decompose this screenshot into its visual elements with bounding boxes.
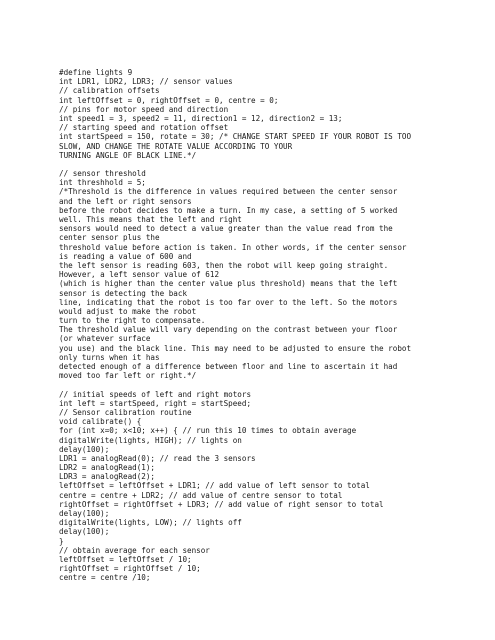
code-line: the left sensor is reading 603, then the robot will keep going straight. <box>59 260 389 270</box>
code-line: leftOffset = leftOffset + LDR1; // add value of left sensor to total <box>59 481 370 491</box>
code-line: threshold value before action is taken. In other words, if the center sensor <box>59 242 407 252</box>
code-line: you use) and the black line. This may need to be adjusted to ensure the robot <box>59 343 412 353</box>
code-line: /*Threshold is the difference in values required between the center sensor <box>59 187 398 197</box>
code-line: is reading a value of 600 and <box>59 251 192 261</box>
code-line: int speed1 = 3, speed2 = 11, direction1 = 12, direction2 = 13; <box>59 113 343 123</box>
code-line: int threshhold = 5; <box>59 178 146 188</box>
code-line: digitalWrite(lights, HIGH); // lights on <box>59 435 242 445</box>
code-line: rightOffset = rightOffset / 10; <box>59 564 201 574</box>
code-line: LDR3 = analogRead(2); <box>59 472 156 482</box>
code-line: // sensor threshold <box>59 169 146 179</box>
code-line: digitalWrite(lights, LOW); // lights off <box>59 518 242 528</box>
code-line: line, indicating that the robot is too far over to the left. So the motors <box>59 297 398 307</box>
code-line: int leftOffset = 0, rightOffset = 0, centre = 0; <box>59 95 279 105</box>
code-line: centre = centre + LDR2; // add value of centre sensor to total <box>59 490 343 500</box>
code-line: // initial speeds of left and right motors <box>59 389 252 399</box>
code-line: LDR2 = analogRead(1); <box>59 463 156 473</box>
code-line: // obtain average for each sensor <box>59 545 210 555</box>
code-line: // pins for motor speed and direction <box>59 104 229 114</box>
code-line: int LDR1, LDR2, LDR3; // sensor values <box>59 77 233 87</box>
code-line: sensor is detecting the back <box>59 288 188 298</box>
code-line: centre = centre /10; <box>59 573 151 583</box>
code-line: LDR1 = analogRead(0); // read the 3 sensors <box>59 453 256 463</box>
code-line: } <box>59 536 64 546</box>
code-line: int startSpeed = 150, rotate = 30; /* CHANGE START SPEED IF YOUR ROBOT IS TOO <box>59 132 412 142</box>
code-line: moved too far left or right.*/ <box>59 371 197 381</box>
code-line: delay(100); <box>59 527 110 537</box>
code-line: leftOffset = leftOffset / 10; <box>59 554 192 564</box>
code-line: delay(100); <box>59 509 110 518</box>
code-line: However, a left sensor value of 612 <box>59 270 220 280</box>
code-line: (or whatever surface <box>59 334 151 344</box>
code-line: void calibrate() { <box>59 417 142 427</box>
code-line: sensors would need to detect a value greater than the value read from the <box>59 224 393 234</box>
code-line: The threshold value will vary depending on the contrast between your floor <box>59 325 398 335</box>
code-line: for (int x=0; x<10; x++) { // run this 10 times to obtain average <box>59 426 357 436</box>
code-line: // calibration offsets <box>59 86 160 96</box>
code-line: turn to the right to compensate. <box>59 316 206 326</box>
code-line: TURNING ANGLE OF BLACK LINE.*/ <box>59 150 197 160</box>
code-line: only turns when it has <box>59 352 160 362</box>
code-line: rightOffset = rightOffset + LDR3; // add value of right sensor to total <box>59 499 384 509</box>
code-line: // starting speed and rotation offset <box>59 123 229 133</box>
code-line: int left = startSpeed, right = startSpeed; <box>59 398 252 408</box>
code-line: (which is higher than the center value plus threshold) means that the left <box>59 279 398 289</box>
code-line: SLOW, AND CHANGE THE ROTATE VALUE ACCORDING TO YOUR <box>59 141 293 151</box>
code-line: #define lights 9 <box>59 68 133 77</box>
code-line: well. This means that the left and right <box>59 215 242 224</box>
code-line: // Sensor calibration routine <box>59 407 192 417</box>
code-line: before the robot decides to make a turn. In my case, a setting of 5 worked <box>59 205 398 215</box>
block-gap <box>59 160 479 169</box>
code-listing <box>59 68 479 583</box>
code-line: center sensor plus the <box>59 233 160 243</box>
code-line: detected enough of a difference between floor and line to ascertain it had <box>59 362 398 371</box>
code-line: would adjust to make the robot <box>59 306 197 316</box>
block-gap <box>59 380 479 389</box>
code-line: delay(100); <box>59 444 110 454</box>
code-line: and the left or right sensors <box>59 196 192 206</box>
